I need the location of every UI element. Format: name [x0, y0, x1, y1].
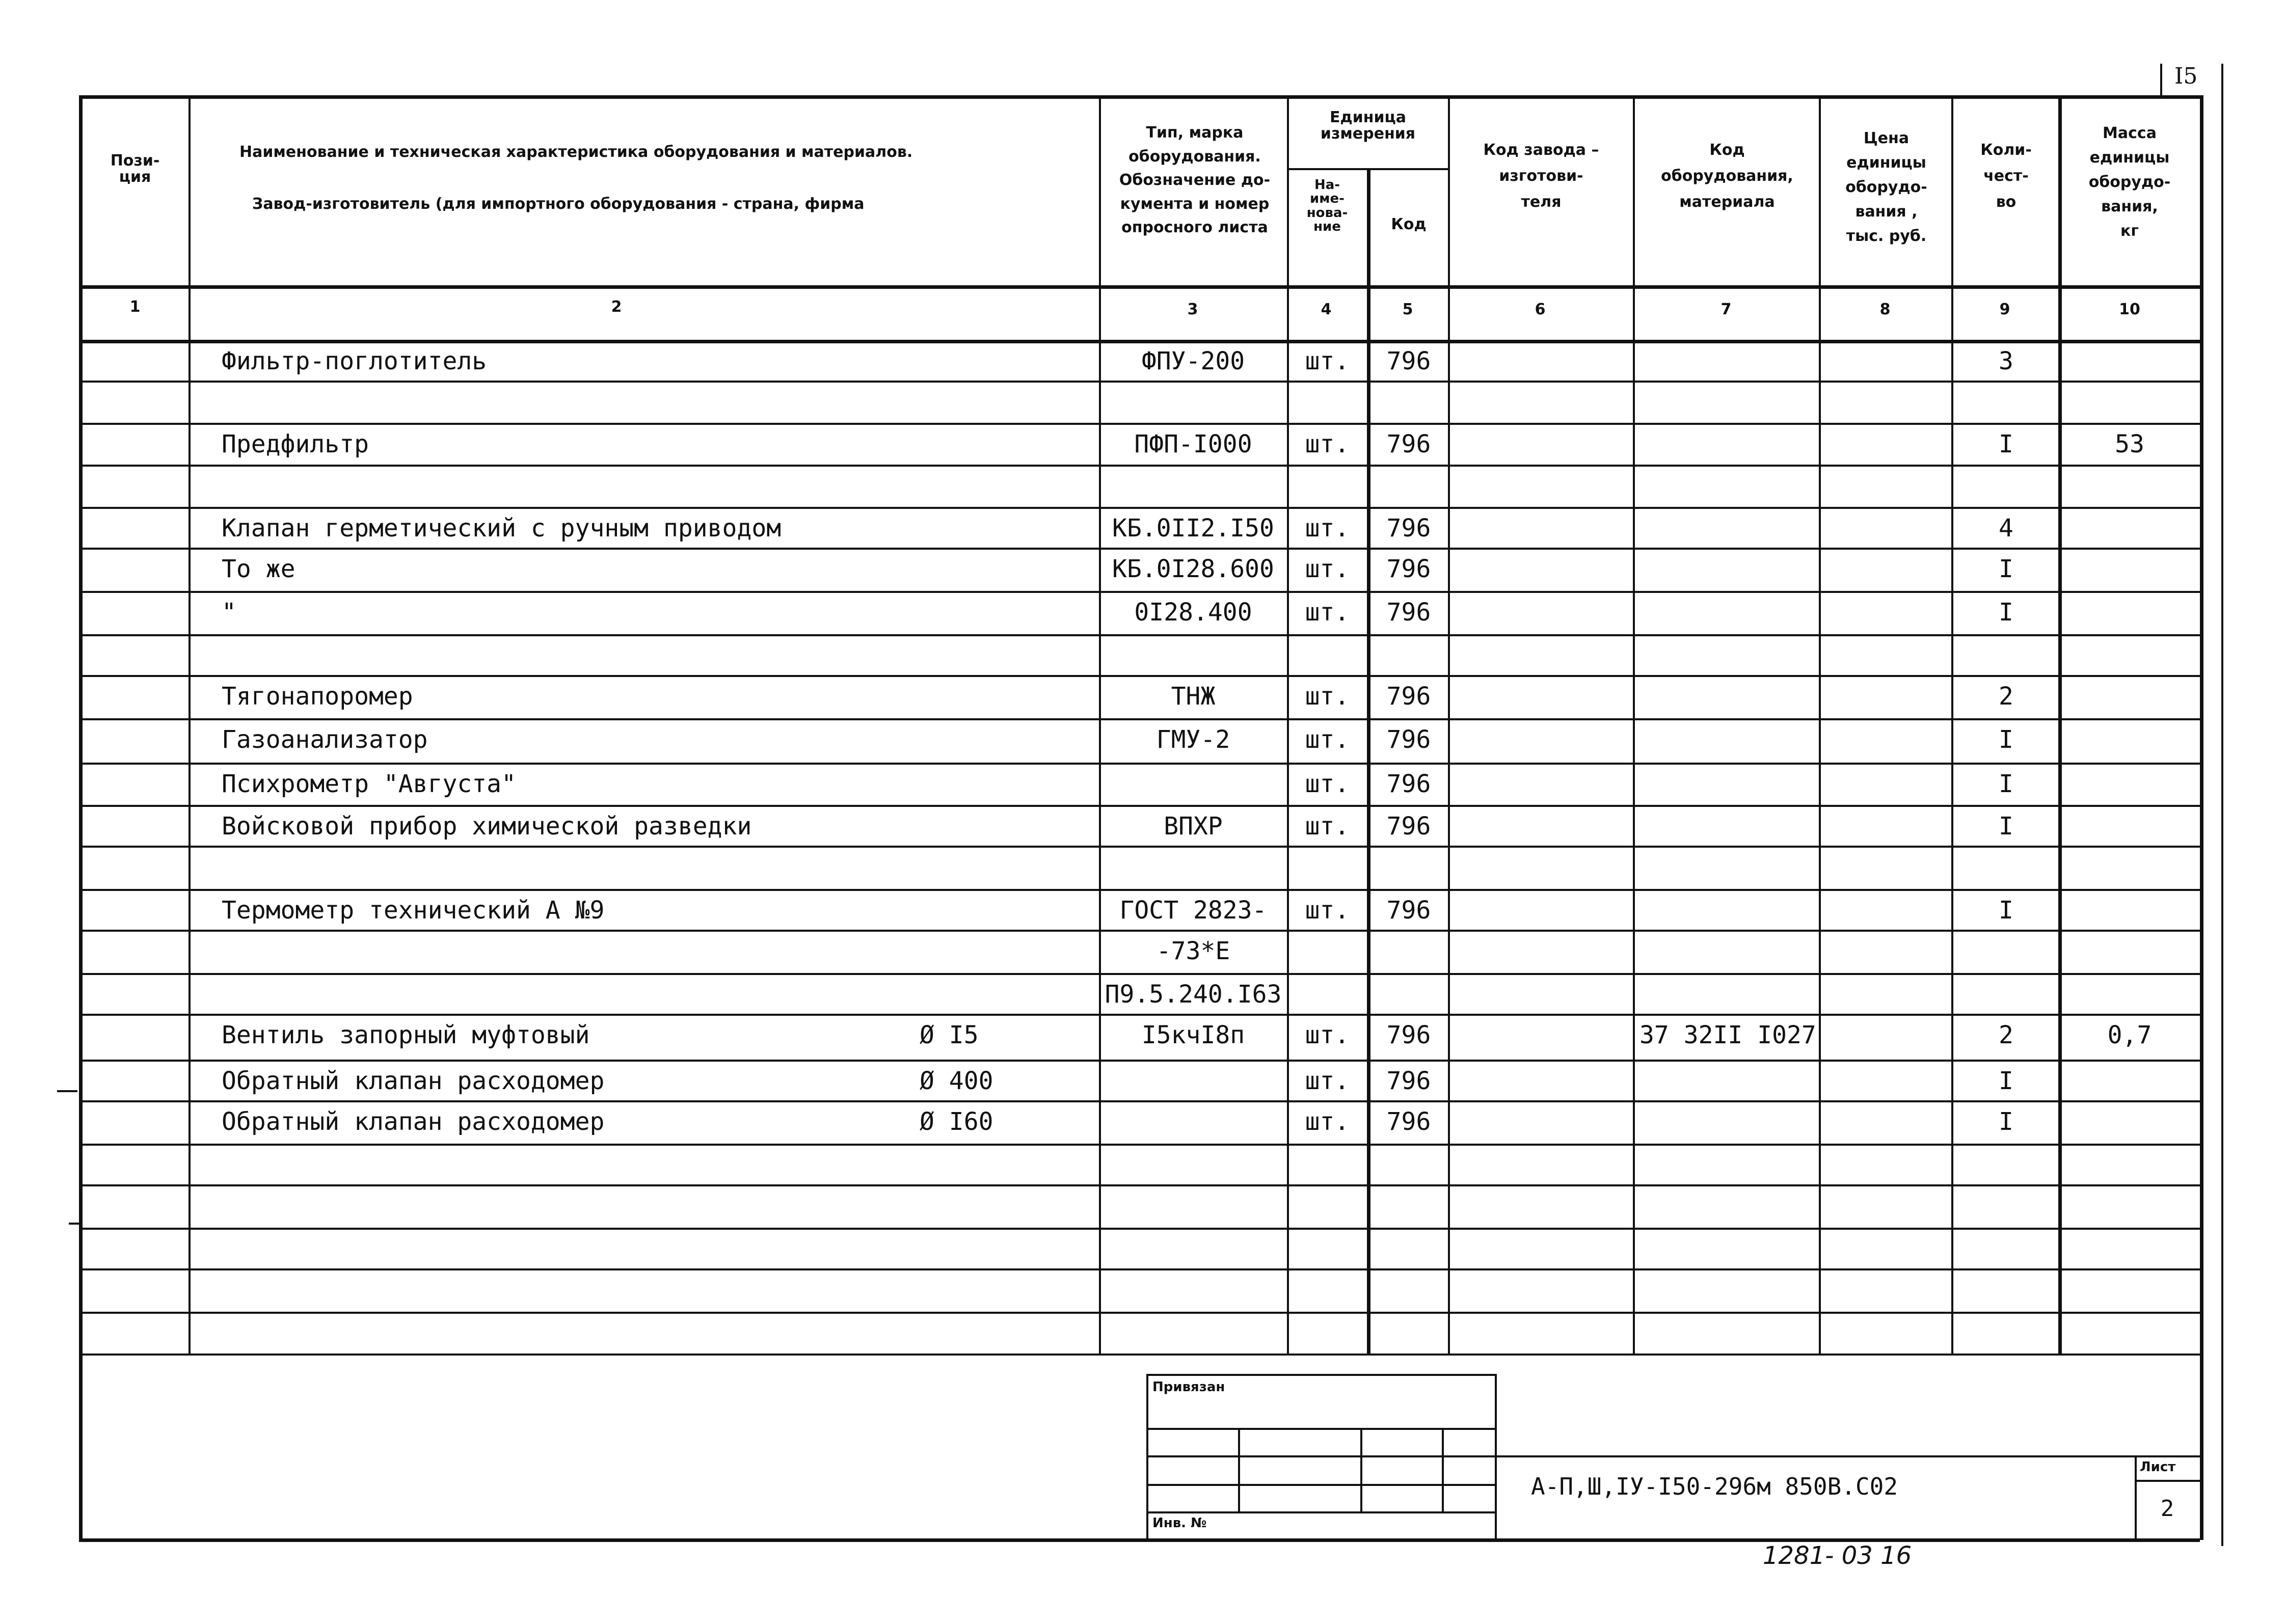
- col-line-3: [1287, 95, 1289, 1354]
- row-unit: шт.: [1305, 682, 1350, 711]
- row-unit-code: 796: [1386, 598, 1431, 627]
- row-unit-code: 796: [1386, 1021, 1431, 1049]
- row-quantity: I: [1999, 598, 2013, 627]
- row-line: [79, 591, 2200, 593]
- page-box-left: [2160, 64, 2162, 97]
- header-name-line2: Завод-изготовитель (для импортного оборудования - страна, фирма: [252, 195, 865, 213]
- col-line-2: [1099, 95, 1101, 1354]
- row-name: Обратный клапан расходомер: [222, 1107, 605, 1136]
- header-quantity: Коли- чест- во: [1980, 141, 2032, 211]
- row-unit: шт.: [1305, 725, 1350, 754]
- tb-left-line: [1146, 1374, 1148, 1538]
- row-quantity: I: [1999, 725, 2013, 754]
- row-diameter: Ø 400: [920, 1067, 993, 1095]
- row-unit-code: 796: [1386, 725, 1431, 754]
- margin-tick-2: [69, 1223, 79, 1225]
- tb-col-1: [1238, 1428, 1240, 1511]
- numbers-bottom-line: [79, 340, 2200, 343]
- col-number-7: 7: [1720, 301, 1732, 318]
- header-bottom-line: [79, 285, 2200, 289]
- frame-right-line: [2200, 95, 2203, 1540]
- row-quantity: I: [1999, 555, 2013, 583]
- row-name: Клапан герметический с ручным приводом: [222, 514, 782, 543]
- row-name: Фильтр-поглотитель: [222, 347, 487, 375]
- margin-tick-1: [57, 1090, 77, 1092]
- col-line-5: [1448, 95, 1450, 1354]
- col-line-9: [2058, 95, 2062, 1354]
- outer-right-line: [2221, 64, 2223, 1546]
- row-quantity: 4: [1999, 514, 2013, 543]
- row-type: ВПХР: [1164, 812, 1223, 841]
- row-name: Газоанализатор: [222, 725, 428, 754]
- tb-sheet-label: Лист: [2140, 1459, 2176, 1475]
- row-line: [79, 423, 2200, 425]
- row-name: Психрометр "Августа": [222, 770, 516, 798]
- row-unit-code: 796: [1386, 1107, 1431, 1136]
- col-number-4: 4: [1321, 301, 1332, 318]
- row-line: [79, 675, 2200, 677]
- row-line: [79, 930, 2200, 932]
- row-name: Предфильтр: [222, 430, 369, 458]
- row-quantity: 2: [1999, 1021, 2013, 1049]
- row-name: Тягонапоромер: [222, 682, 413, 711]
- row-unit-code: 796: [1386, 347, 1431, 375]
- row-unit-code: 796: [1386, 514, 1431, 543]
- row-line: [79, 465, 2200, 467]
- row-type: ТНЖ: [1171, 682, 1216, 711]
- col-line-6: [1633, 95, 1635, 1354]
- row-unit-code: 796: [1386, 812, 1431, 841]
- tb-inv-label: Инв. №: [1152, 1515, 1207, 1531]
- col-line-7: [1819, 95, 1821, 1354]
- header-position: Пози- ция: [110, 152, 160, 186]
- row-line: [79, 1144, 2200, 1146]
- header-plant-code: Код завода – изготови- теля: [1483, 141, 1599, 211]
- header-mass: Масса единицы оборудо- вания, кг: [2088, 124, 2171, 240]
- page-number: I5: [2174, 63, 2198, 89]
- row-unit: шт.: [1305, 598, 1350, 627]
- row-equipment-code: 37 32II I027: [1639, 1021, 1816, 1049]
- tb-right-line: [1495, 1374, 1497, 1538]
- row-line: [79, 1312, 2200, 1314]
- col-line-1: [189, 95, 191, 1354]
- row-type: ФПУ-200: [1141, 347, 1245, 375]
- header-unit-name: На- име- нова- ние: [1306, 177, 1348, 234]
- row-quantity: I: [1999, 1107, 2013, 1136]
- row-type: ГОСТ 2823-: [1119, 896, 1267, 925]
- row-diameter: Ø I60: [920, 1107, 993, 1136]
- row-line: [79, 1060, 2200, 1062]
- row-quantity: I: [1999, 770, 2013, 798]
- tb-sheet-line: [2135, 1455, 2137, 1538]
- col-number-1: 1: [129, 298, 141, 316]
- tb-attached-label: Привязан: [1152, 1379, 1225, 1395]
- tb-col-2: [1360, 1428, 1362, 1511]
- row-unit: шт.: [1305, 896, 1350, 925]
- row-quantity: 2: [1999, 682, 2013, 711]
- row-quantity: 3: [1999, 347, 2013, 375]
- header-name-line1: Наименование и техническая характеристика оборудования и материалов.: [239, 143, 913, 161]
- frame-top-line: [79, 95, 2200, 99]
- tb-line-5: [1146, 1511, 1495, 1513]
- table-bottom-line: [79, 1354, 2200, 1356]
- row-type: 0I28.400: [1134, 598, 1252, 627]
- row-type: П9.5.240.I63: [1105, 980, 1282, 1009]
- tb-document-code: А-П,Ш,IУ-I50-296м 850В.С02: [1531, 1473, 1898, 1500]
- row-quantity: I: [1999, 896, 2013, 925]
- row-unit-code: 796: [1386, 770, 1431, 798]
- col-number-8: 8: [1879, 301, 1891, 318]
- row-unit: шт.: [1305, 555, 1350, 583]
- row-type: КБ.0II2.I50: [1112, 514, 1274, 543]
- row-line: [79, 763, 2200, 765]
- row-name: ": [222, 598, 236, 627]
- row-type: КБ.0I28.600: [1112, 555, 1274, 583]
- row-unit: шт.: [1305, 347, 1350, 375]
- row-unit: шт.: [1305, 514, 1350, 543]
- row-type: ПФП-I000: [1134, 430, 1252, 458]
- row-unit-code: 796: [1386, 896, 1431, 925]
- unit-subheader-line: [1287, 168, 1448, 170]
- frame-left-line: [79, 95, 83, 1540]
- row-quantity: I: [1999, 1067, 2013, 1095]
- row-type: ГМУ-2: [1156, 725, 1230, 754]
- col-number-3: 3: [1187, 301, 1198, 318]
- row-type: -73*Е: [1156, 937, 1230, 965]
- tb-sheet-number: 2: [2160, 1496, 2174, 1522]
- row-unit: шт.: [1305, 1067, 1350, 1095]
- row-mass: 53: [2115, 430, 2144, 458]
- row-line: [79, 634, 2200, 636]
- tb-top-line: [1146, 1374, 1495, 1376]
- row-line: [79, 1228, 2200, 1230]
- row-unit: шт.: [1305, 770, 1350, 798]
- row-name: Термометр технический А №9: [222, 896, 605, 925]
- row-unit-code: 796: [1386, 682, 1431, 711]
- row-name: Войсковой прибор химической разведки: [222, 812, 752, 841]
- row-line: [79, 507, 2200, 509]
- row-unit: шт.: [1305, 1021, 1350, 1049]
- row-name: Обратный клапан расходомер: [222, 1067, 605, 1095]
- tb-sheet-divider: [2135, 1480, 2200, 1482]
- footer-number: 1281- 03 16: [1763, 1541, 1912, 1570]
- header-unit-code: Код: [1391, 215, 1427, 233]
- row-unit: шт.: [1305, 1107, 1350, 1136]
- row-line: [79, 1014, 2200, 1016]
- row-unit-code: 796: [1386, 1067, 1431, 1095]
- row-quantity: I: [1999, 812, 2013, 841]
- header-price: Цена единицы оборудо- вания , тыс. руб.: [1845, 129, 1927, 245]
- row-line: [79, 973, 2200, 975]
- row-line: [79, 1100, 2200, 1102]
- col-number-5: 5: [1402, 301, 1413, 318]
- header-equipment-code: Код оборудования, материала: [1661, 141, 1793, 211]
- tb-col-3: [1442, 1428, 1444, 1511]
- col-number-2: 2: [611, 298, 622, 316]
- row-unit: шт.: [1305, 812, 1350, 841]
- row-line: [79, 1184, 2200, 1186]
- col-line-4: [1367, 168, 1370, 1354]
- row-unit-code: 796: [1386, 555, 1431, 583]
- header-unit: Единица измерения: [1320, 109, 1416, 143]
- row-name: То же: [222, 555, 295, 583]
- row-line: [79, 548, 2200, 550]
- col-number-9: 9: [1999, 301, 2010, 318]
- row-name: Вентиль запорный муфтовый: [222, 1021, 590, 1049]
- row-mass: 0,7: [2107, 1021, 2152, 1049]
- col-number-10: 10: [2119, 301, 2140, 318]
- row-unit: шт.: [1305, 430, 1350, 458]
- row-line: [79, 846, 2200, 848]
- col-number-6: 6: [1535, 301, 1546, 318]
- row-line: [79, 718, 2200, 720]
- row-unit-code: 796: [1386, 430, 1431, 458]
- row-line: [79, 889, 2200, 891]
- header-type: Тип, марка оборудования. Обозначение до- кумента и номер опросного листа: [1119, 124, 1271, 236]
- row-type: I5кчI8п: [1141, 1021, 1245, 1049]
- row-line: [79, 1268, 2200, 1270]
- row-diameter: Ø I5: [920, 1021, 979, 1049]
- row-line: [79, 805, 2200, 807]
- col-line-8: [1951, 95, 1953, 1354]
- tb-main-line: [1495, 1455, 2200, 1457]
- row-line: [79, 381, 2200, 383]
- row-quantity: I: [1999, 430, 2013, 458]
